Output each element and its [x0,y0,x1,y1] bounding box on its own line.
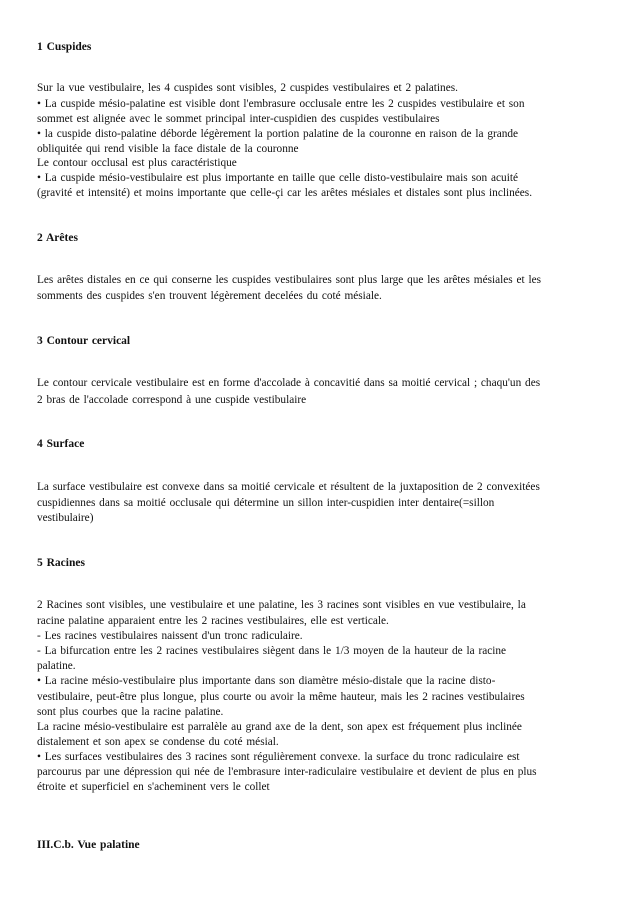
paragraph-line: 2 Racines sont visibles, une vestibulaire et une palatine, les 3 racines sont visibles en vue vestibulaire, la [37,599,526,611]
paragraph-line: • La cuspide mésio-palatine est visible dont l'embrasure occlusale entre les 2 cuspides vestibulaire et son [37,98,525,110]
paragraph-line: somments des cuspides s'en trouvent légèrement decelées du coté mésiale. [37,290,382,302]
section-heading-surface: 4 Surface [37,438,85,450]
section-heading-vue-palatine: III.C.b. Vue palatine [37,839,140,851]
paragraph-line: (gravité et intensité) et moins importante que celle-çi car les arêtes mésiales et distales sont plus inclinées. [37,187,533,199]
paragraph-line: • La racine mésio-vestibulaire plus importante dans son diamètre mésio-distale que la racine disto- [37,675,496,687]
paragraph-line: obliquitée qui rend visible la face distale de la couronne [37,143,299,155]
paragraph-line: vestibulaire) [37,512,94,524]
section-heading-contour-cervical: 3 Contour cervical [37,335,131,347]
paragraph-line: La racine mésio-vestibulaire est parralèle au grand axe de la dent, son apex est fréquement plus inclinée [37,721,522,733]
paragraph-line: racine palatine apparaient entre les 2 racines vestibulaires, elle est verticale. [37,615,389,627]
paragraph-line: distalement et son apex se condense du coté mésial. [37,736,279,748]
paragraph-line: - La bifurcation entre les 2 racines vestibulaires siègent dans le 1/3 moyen de la hauteur de la racine [37,645,507,657]
paragraph-line: Le contour occlusal est plus caractéristique [37,157,237,169]
paragraph-line: Sur la vue vestibulaire, les 4 cuspides sont visibles, 2 cuspides vestibulaires et 2 palatines. [37,82,458,94]
paragraph-line: étroite et superficiel en s'acheminent vers le collet [37,781,270,793]
section-heading-cuspides: 1 Cuspides [37,41,92,53]
section-heading-aretes: 2 Arêtes [37,232,78,244]
paragraph-line: - Les racines vestibulaires naissent d'un tronc radiculaire. [37,630,303,642]
paragraph-line: vestibulaire, peut-être plus longue, plus courte ou avoir la même hauteur, mais les 2 racines vestibulaires [37,691,525,703]
paragraph-line: La surface vestibulaire est convexe dans sa moitié cervicale et résultent de la juxtaposition de 2 convexitées [37,481,540,493]
paragraph-line: sommet est alignée avec le sommet principal inter-cuspidien des cuspides vestibulaires [37,113,440,125]
paragraph-line: cuspidiennes dans sa moitié occlusale qui détermine un sillon inter-cuspidien inter dentaire(=sillon [37,497,495,509]
paragraph-line: • La cuspide mésio-vestibulaire est plus importante en taille que celle disto-vestibulaire mais son acuité [37,172,518,184]
paragraph-line: • la cuspide disto-palatine déborde légèrement la portion palatine de la couronne en raison de la grande [37,128,519,140]
paragraph-line: 2 bras de l'accolade correspond à une cuspide vestibulaire [37,394,307,406]
paragraph-line: parcourus par une dépression qui née de l'embrasure inter-radiculaire vestibulaire et devient de plus en plus [37,766,537,778]
paragraph-line: palatine. [37,660,76,672]
paragraph-line: Les arêtes distales en ce qui conserne les cuspides vestibulaires sont plus large que les arêtes mésiales et les [37,274,542,286]
section-heading-racines: 5 Racines [37,557,85,569]
paragraph-line: • Les surfaces vestibulaires des 3 racines sont régulièrement convexe. la surface du tronc radiculaire est [37,751,520,763]
paragraph-line: sont plus courbes que la racine palatine. [37,706,224,718]
paragraph-line: Le contour cervicale vestibulaire est en forme d'accolade à concavitié dans sa moitié cervical ; chaqu'un des [37,377,541,389]
